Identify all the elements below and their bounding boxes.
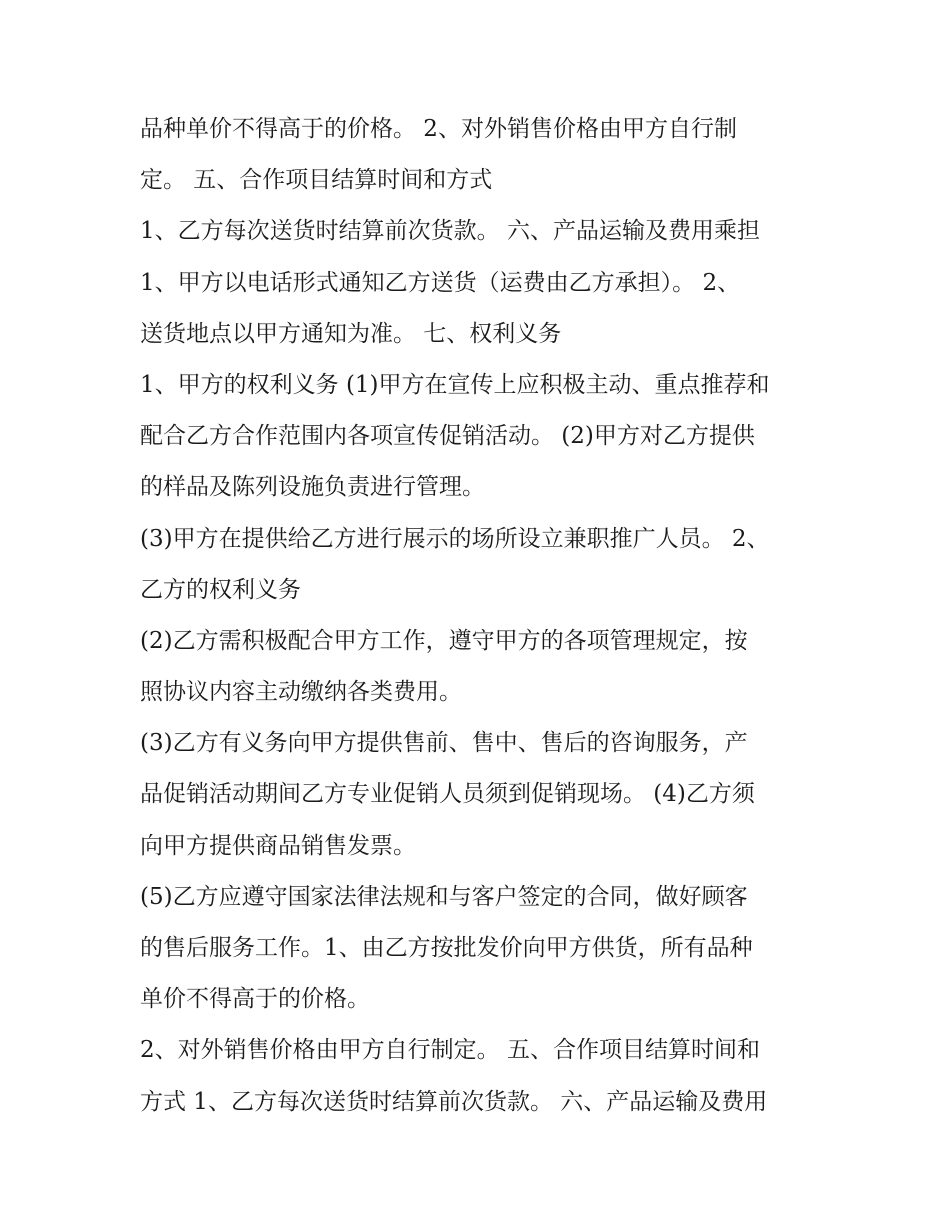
text-line-14: 品促销活动期间乙方专业促销人员须到促销现场。 (4)乙方须 <box>140 781 755 808</box>
text-line-17: 的售后服务工作。1、由乙方按批发价向甲方供货，所有品种 <box>140 935 753 961</box>
text-line-1: 品种单价不得高于的价格。 2、对外销售价格由甲方自行制 <box>140 116 737 142</box>
text-line-11: (2)乙方需积极配合甲方工作，遵守甲方的各项管理规定，按 <box>140 627 748 654</box>
text-line-2: 定。 五、合作项目结算时间和方式 <box>140 167 493 194</box>
text-line-20: 方式 1、乙方每次送货时结算前次货款。 六、产品运输及费用 <box>140 1088 768 1115</box>
text-line-7: 配合乙方合作范围内各项宣传促销活动。 (2)甲方对乙方提供 <box>140 423 755 450</box>
document-body <box>140 104 820 1128</box>
text-line-10: 乙方的权利义务 <box>140 576 301 603</box>
text-line-13: (3)乙方有义务向甲方提供售前、售中、售后的咨询服务，产 <box>140 730 748 757</box>
text-line-12: 照协议内容主动缴纳各类费用。 <box>140 679 462 706</box>
text-line-3: 1、乙方每次送货时结算前次货款。 六、产品运输及费用乘担 <box>140 218 760 245</box>
text-line-8: 的样品及陈列设施负责进行管理。 <box>140 474 485 501</box>
text-line-18: 单价不得高于的价格。 <box>140 986 370 1013</box>
text-line-4: 1、甲方以电话形式通知乙方送货（运费由乙方承担）。 2、 <box>140 269 741 296</box>
text-line-15: 向甲方提供商品销售发票。 <box>140 832 416 859</box>
text-line-9: (3)甲方在提供给乙方进行展示的场所设立兼职推广人员。 2、 <box>140 525 770 552</box>
text-line-6: 1、甲方的权利义务 (1)甲方在宣传上应积极主动、重点推荐和 <box>140 371 770 398</box>
text-line-5: 送货地点以甲方通知为准。 七、权利义务 <box>140 320 562 347</box>
text-line-16: (5)乙方应遵守国家法律法规和与客户签定的合同，做好顾客 <box>140 883 748 910</box>
text-line-19: 2、对外销售价格由甲方自行制定。 五、合作项目结算时间和 <box>140 1037 760 1064</box>
